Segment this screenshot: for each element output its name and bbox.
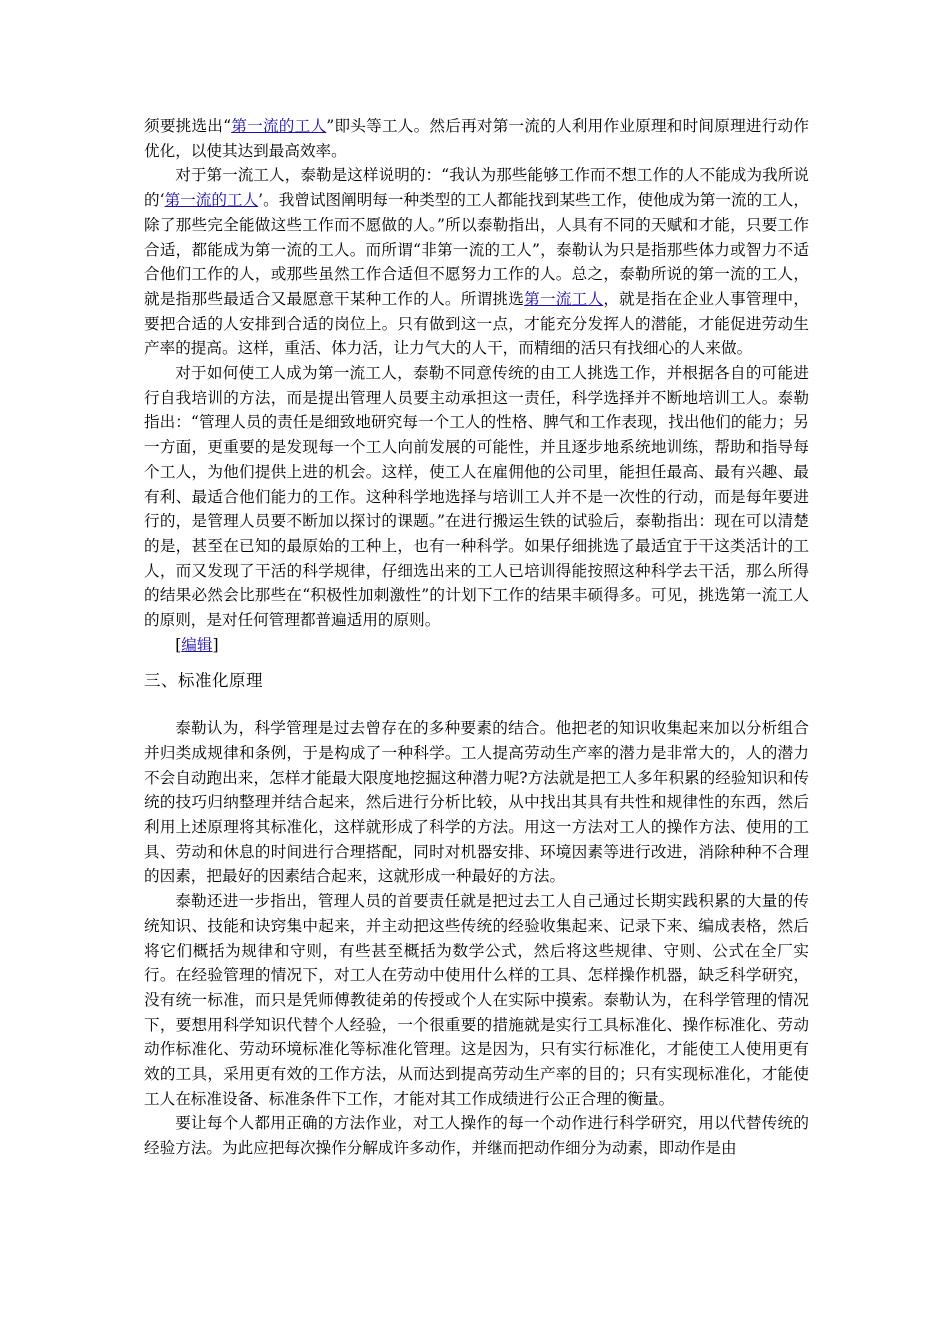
edit-section	[144, 633, 219, 658]
paragraph-5: 泰勒还进一步指出，管理人员的首要责任就是把过去工人自己通过长期实践积累的大量的传统知识、技能和诀窍集中起来，并主动把这些传统的经验收集起来、记录下来、编成表格，然后将它们概括为规律和守则，有些甚至概括为数学公式，然后将这些规律、守则、公式在全厂实行。在经验管理的情况下，对工人在劳动中使用什么样的工具、怎样操作机器，缺乏科学研究，没有统一标准，而只是凭师傅教徒弟的传授或个人在实际中摸索。泰勒认为，在科学管理的情况下，要想用科学知识代替个人经验，一个很重要的措施就是实行工具标准化、操作标准化、劳动动作标准化、劳动环境标准化等标准化管理。这是因为，只有实行标准化，才能使工人使用更有效的工具，采用更有效的工作方法，从而达到提高劳动生产率的目的；只有实现标准化，才能使工人在标准设备、标准条件下工作，才能对其工作成绩进行公正合理的衡量。	[144, 892, 809, 1108]
paragraph-4: 泰勒认为，科学管理是过去曾存在的多种要素的结合。他把老的知识收集起来加以分析组合并归类成规律和条例，于是构成了一种科学。工人提高劳动生产率的潜力是非常大的，人的潜力不会自动跑出来，怎样才能最大限度地挖掘这种潜力呢?方法就是把工人多年积累的经验知识和传统的技巧归纳整理并结合起来，然后进行分析比较，从中找出其具有共性和规律性的东西，然后利用上述原理将其标准化，这样就形成了科学的方法。用这一方法对工人的操作方法、使用的工具、劳动和休息的时间进行合理搭配，同时对机器安排、环境因素等进行改进，消除种种不合理的因素，把最好的因素结合起来，这就形成一种最好的方法。	[144, 719, 809, 886]
text: 须要挑选出“	[144, 117, 232, 135]
paragraph-2	[144, 163, 809, 361]
text: 对于第一流工人，泰勒是这样说明的：“我认为那些能够工作而不想工作的人不能成为我所说的‘	[144, 166, 809, 210]
first-class-worker-link[interactable]: 第一流的工人	[164, 191, 259, 210]
bracket: ]	[212, 635, 219, 654]
text: ”即头等工人。然后再对第一流的人利用作业原理和时间原理进行动作优化，以使其达到最高效率。	[144, 117, 809, 160]
paragraph-1	[144, 114, 809, 163]
first-class-worker-link[interactable]: 第一流工人	[524, 289, 604, 308]
text: ，就是指在企业人事管理中，要把合适的人安排到合适的岗位上。只有做到这一点，才能充分发挥人的潜能，才能促进劳动生产率的提高。这样，重活、体力活，让力气大的人干，而精细的活只有找细心的人来做。	[144, 289, 809, 358]
paragraph-3	[144, 361, 809, 657]
section-heading: 三、标准化原理	[144, 671, 263, 691]
first-class-worker-link[interactable]: 第一流的工人	[231, 117, 327, 135]
text: 对于如何使工人成为第一流工人，泰勒不同意传统的由工人挑选工作，并根据各自的可能进行自我培训的方法，而是提出管理人员要主动承担这一责任，科学选择并不断地培训工人。泰勒指出：“管理人员的责任是细致地研究每一个工人的性格、脾气和工作表现，找出他们的能力；另一方面，更重要的是发现每一个工人向前发展的可能性，并且逐步地系统地训练，帮助和指导每个工人，为他们提供上进的机会。这样，使工人在雇佣他的公司里，能担任最高、最有兴趣、最有利、最适合他们能力的工作。这种科学地选择与培训工人并不是一次性的行动，而是每年要进行的，是管理人员要不断加以探讨的课题。”在进行搬运生铁的试验后，泰勒指出：现在可以清楚的是，甚至在已知的最原始的工种上，也有一种科学。如果仔细挑选了最适宜于干这类活计的工人，而又发现了干活的科学规律，仔细选出来的工人已培训得能按照这种科学去干活，那么所得的结果必然会比那些在“积极性加刺激性”的计划下工作的结果丰硕得多。可见，挑选第一流工人的原则，是对任何管理都普遍适用的原则。	[144, 364, 809, 630]
bracket: [	[175, 635, 182, 654]
document-body	[144, 114, 809, 1161]
paragraph-6: 要让每个人都用正确的方法作业，对工人操作的每一个动作进行科学研究，用以代替传统的经验方法。为此应把每次操作分解成许多动作，并继而把动作细分为动素，即动作是由	[144, 1114, 809, 1158]
edit-link[interactable]: 编辑	[181, 635, 213, 654]
text: ’。我曾试图阐明每一种类型的工人都能找到某些工作，使他成为第一流的工人，除了那些完全能做这些工作而不愿做的人。”所以泰勒指出，人具有不同的天赋和才能，只要工作合适，都能成为第一流的工人。而所谓“非第一流的工人”，泰勒认为只是指那些体力或智力不适合他们工作的人，或那些虽然工作合适但不愿努力工作的人。总之，泰勒所说的第一流的工人，就是指那些最适合又最愿意干某种工作的人。所谓挑选	[144, 191, 809, 308]
